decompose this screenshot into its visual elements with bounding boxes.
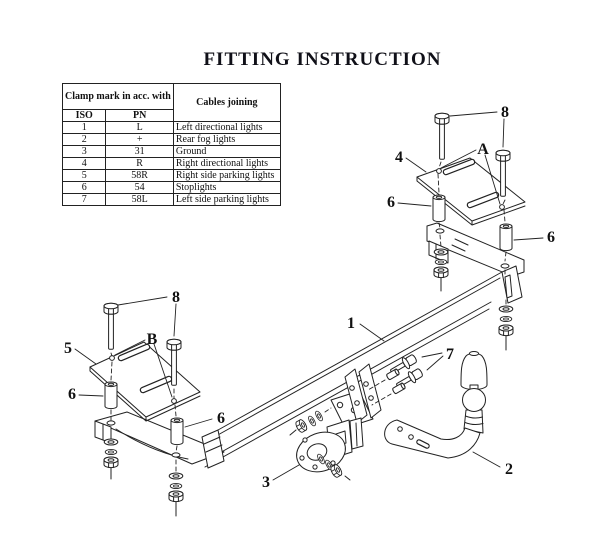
label-spacer: 6 (387, 194, 395, 211)
spring-washer (105, 449, 117, 454)
lower-clamp-plate-assembly (90, 303, 200, 516)
spacer-tube (500, 224, 512, 251)
label-slot-lower: B (146, 331, 158, 348)
spring-washer (500, 316, 512, 321)
iso-cell: 6 (63, 182, 106, 194)
iso-cell: 7 (63, 194, 106, 206)
pn-cell: 58L (106, 194, 173, 206)
bolt-sleeve (392, 383, 406, 395)
cable-cell: Stoplights (173, 182, 280, 194)
bolt-sleeve (386, 369, 400, 381)
pn-cell: 54 (106, 182, 173, 194)
cable-cell: Right side parking lights (173, 170, 280, 182)
nut (169, 491, 183, 502)
cable-cell: Rear fog lights (173, 134, 280, 146)
washer (314, 410, 324, 422)
label-upper-clamp-plate: 4 (395, 149, 403, 166)
iso-cell: 4 (63, 158, 106, 170)
label-bolt-set: 7 (446, 346, 454, 363)
ball (463, 389, 486, 412)
pn-cell: 31 (106, 146, 173, 158)
label-lower-clamp-plate: 5 (64, 340, 72, 357)
washer (499, 306, 513, 312)
ball-cover (461, 353, 487, 389)
spacer-tube (105, 382, 117, 409)
spring-washer (170, 483, 182, 488)
label-spacer: 6 (217, 410, 225, 427)
cable-cell: Left directional lights (173, 122, 280, 134)
header-cables-joining: Cables joining (173, 84, 280, 122)
cable-cell: Right directional lights (173, 158, 280, 170)
iso-cell: 5 (63, 170, 106, 182)
label-spacer: 6 (68, 386, 76, 403)
label-crossbar: 1 (347, 315, 355, 332)
washer (434, 249, 448, 255)
spacer-tube (433, 195, 445, 222)
nut (104, 457, 118, 468)
label-slot-upper: A (477, 141, 489, 158)
nut (434, 267, 448, 278)
pn-cell: 58R (106, 170, 173, 182)
pn-cell: R (106, 158, 173, 170)
label-tow-ball: 2 (505, 461, 513, 478)
spacer-tube (171, 418, 183, 445)
long-bolt (435, 113, 449, 159)
spring-washer (435, 259, 447, 264)
iso-cell: 1 (63, 122, 106, 134)
label-long-bolt: 8 (172, 289, 180, 306)
long-bolt (104, 303, 118, 349)
nut (499, 325, 513, 336)
cable-cell: Left side parking lights (173, 194, 280, 206)
washer (104, 439, 118, 445)
header-pn: PN (106, 110, 173, 122)
label-socket-plate: 3 (262, 474, 270, 491)
spring-washer (307, 415, 317, 427)
washer (169, 473, 183, 479)
header-clamp-mark: Clamp mark in acc. with (63, 84, 174, 110)
nut (294, 419, 308, 434)
iso-cell: 2 (63, 134, 106, 146)
label-spacer: 6 (547, 229, 555, 246)
header-iso: ISO (63, 110, 106, 122)
cable-cell: Ground (173, 146, 280, 158)
iso-cell: 3 (63, 146, 106, 158)
pn-cell: + (106, 134, 173, 146)
page-title: FITTING INSTRUCTION (203, 49, 442, 70)
pn-cell: L (106, 122, 173, 134)
label-long-bolt: 8 (501, 104, 509, 121)
